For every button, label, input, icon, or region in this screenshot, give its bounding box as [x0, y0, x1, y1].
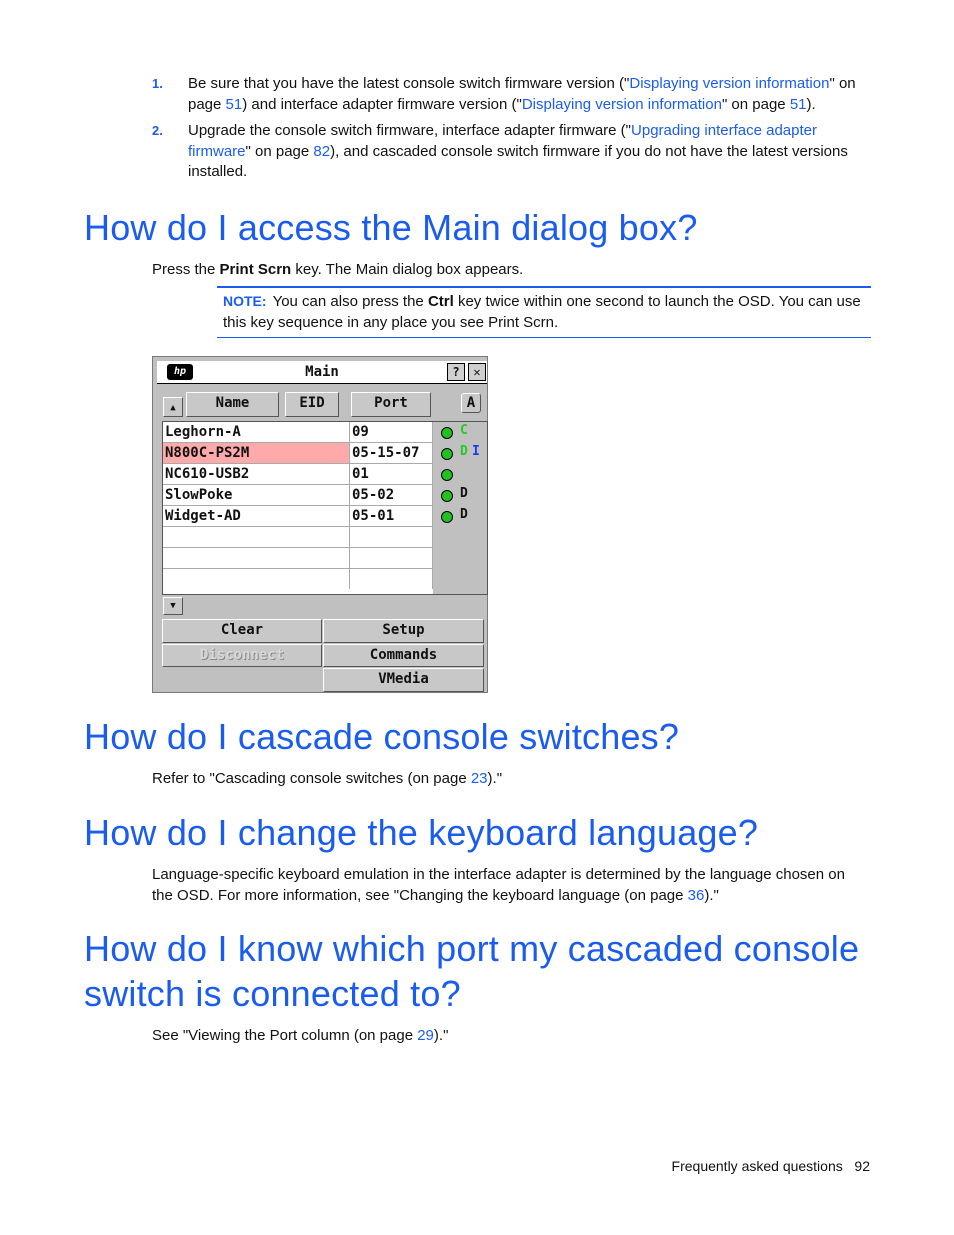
status-flag: C [460, 423, 468, 438]
close-icon[interactable]: ✕ [468, 363, 486, 381]
steps-list [152, 74, 872, 189]
target-name [163, 548, 350, 568]
help-icon[interactable]: ? [447, 363, 465, 381]
page-footer [672, 1158, 870, 1174]
status-pane [433, 422, 487, 594]
text: )." [433, 1027, 449, 1044]
page-link[interactable]: 82 [313, 142, 331, 160]
target-port [350, 548, 433, 568]
target-name: NC610-USB2 [163, 464, 350, 484]
table-row[interactable] [163, 443, 433, 464]
step-text: " on page [245, 142, 314, 160]
target-port [350, 569, 433, 589]
page-link[interactable]: 51 [789, 95, 807, 113]
note-label: NOTE: [223, 293, 267, 309]
note-box [217, 286, 871, 338]
target-name: Leghorn-A [163, 422, 350, 442]
clear-button[interactable]: Clear [162, 619, 322, 643]
table-row[interactable] [163, 422, 433, 443]
setup-button[interactable]: Setup [323, 619, 484, 643]
heading-cascade: How do I cascade console switches? [84, 716, 680, 757]
target-name: N800C-PS2M [163, 443, 350, 463]
text: Refer to "Cascading console switches (on page [152, 770, 471, 787]
link-upgrading-firmware[interactable]: Upgrading interface adapter firmware [188, 122, 817, 160]
dialog-title: Main [305, 364, 339, 380]
paragraph-port-column [152, 1025, 867, 1046]
table-row[interactable] [163, 485, 433, 506]
status-online-icon [441, 427, 453, 439]
link-displaying-version[interactable]: Displaying version information [629, 75, 830, 92]
note-text: key twice within one second to launch the OSD. You can use this key sequence in any place you see Print Scrn. [223, 293, 861, 331]
step-number: 1. [152, 76, 163, 91]
step-text: ), and cascaded console switch firmware if you do not have the latest versions installed. [188, 142, 848, 180]
table-row-empty [163, 569, 433, 590]
target-name [163, 527, 350, 547]
sort-name-button[interactable]: Name [186, 392, 279, 417]
step-text: ) and interface adapter firmware version (" [242, 95, 522, 113]
key-name: Print Scrn [219, 261, 292, 278]
heading-line: How do I know which port my cascaded console [84, 928, 860, 969]
hp-logo-icon: hp [167, 364, 193, 380]
page-link[interactable]: 51 [225, 95, 243, 113]
step-number: 2. [152, 123, 163, 138]
step-text: Be sure that you have the latest console switch firmware version (" [188, 75, 630, 92]
target-name: SlowPoke [163, 485, 350, 505]
page-link[interactable]: 23 [470, 770, 488, 787]
target-port: 05-15-07 [350, 443, 433, 463]
step-text: Upgrade the console switch firmware, interface adapter firmware (" [188, 122, 632, 139]
status-online-icon [441, 490, 453, 502]
target-list [162, 421, 488, 595]
page-link[interactable]: 29 [417, 1027, 434, 1044]
vmedia-button[interactable]: VMedia [323, 668, 484, 692]
commands-button[interactable]: Commands [323, 644, 484, 667]
heading-main-dialog: How do I access the Main dialog box? [84, 207, 698, 248]
scroll-down-icon[interactable]: ▼ [163, 597, 183, 615]
status-flag: I [472, 444, 480, 459]
step-2 [152, 121, 872, 183]
step-text: " on page [188, 75, 856, 113]
text: Press the [152, 261, 220, 278]
text: key. The Main dialog box appears. [291, 261, 524, 278]
target-port [350, 527, 433, 547]
status-flag: D [460, 444, 468, 459]
status-flag: D [460, 486, 468, 501]
note-text: You can also press the [272, 293, 428, 310]
paragraph-press-key [152, 259, 867, 280]
table-row-empty [163, 548, 433, 569]
table-row[interactable] [163, 464, 433, 485]
heading-line: switch is connected to? [84, 973, 461, 1014]
status-online-icon [441, 511, 453, 523]
dialog-titlebar [157, 361, 487, 384]
sort-port-button[interactable]: Port [351, 392, 431, 417]
osd-main-dialog [152, 356, 488, 693]
status-online-icon [441, 448, 453, 460]
step-text: " on page [721, 95, 790, 113]
page-number: 92 [854, 1158, 870, 1174]
text: )." [487, 770, 503, 787]
paragraph-keyboard [152, 864, 864, 906]
text: )." [704, 887, 719, 904]
target-port: 05-02 [350, 485, 433, 505]
sort-eid-button[interactable]: EID [285, 392, 339, 417]
step-text: ). [806, 95, 816, 113]
text: See "Viewing the Port column (on page [152, 1027, 418, 1044]
table-row-empty [163, 527, 433, 548]
key-name: Ctrl [427, 293, 454, 310]
target-name: Widget-AD [163, 506, 350, 526]
heading-keyboard-language: How do I change the keyboard language? [84, 812, 759, 853]
step-1 [152, 74, 872, 115]
add-icon[interactable]: A [461, 393, 481, 413]
scroll-up-icon[interactable]: ▲ [163, 397, 183, 417]
heading-which-port [84, 926, 864, 1016]
table-row[interactable] [163, 506, 433, 527]
target-name [163, 569, 350, 589]
page-link[interactable]: 36 [687, 887, 705, 904]
target-port: 09 [350, 422, 433, 442]
target-port: 01 [350, 464, 433, 484]
paragraph-cascade [152, 768, 867, 789]
target-port: 05-01 [350, 506, 433, 526]
text: Language-specific keyboard emulation in the interface adapter is determined by the language chosen on the OSD. For more information, see "Changing the keyboard language (on page [152, 866, 845, 904]
status-online-icon [441, 469, 453, 481]
footer-section: Frequently asked questions [671, 1158, 843, 1174]
status-flag: D [460, 507, 468, 522]
link-displaying-version[interactable]: Displaying version information [521, 95, 722, 113]
disconnect-button[interactable]: Disconnect [162, 644, 322, 667]
